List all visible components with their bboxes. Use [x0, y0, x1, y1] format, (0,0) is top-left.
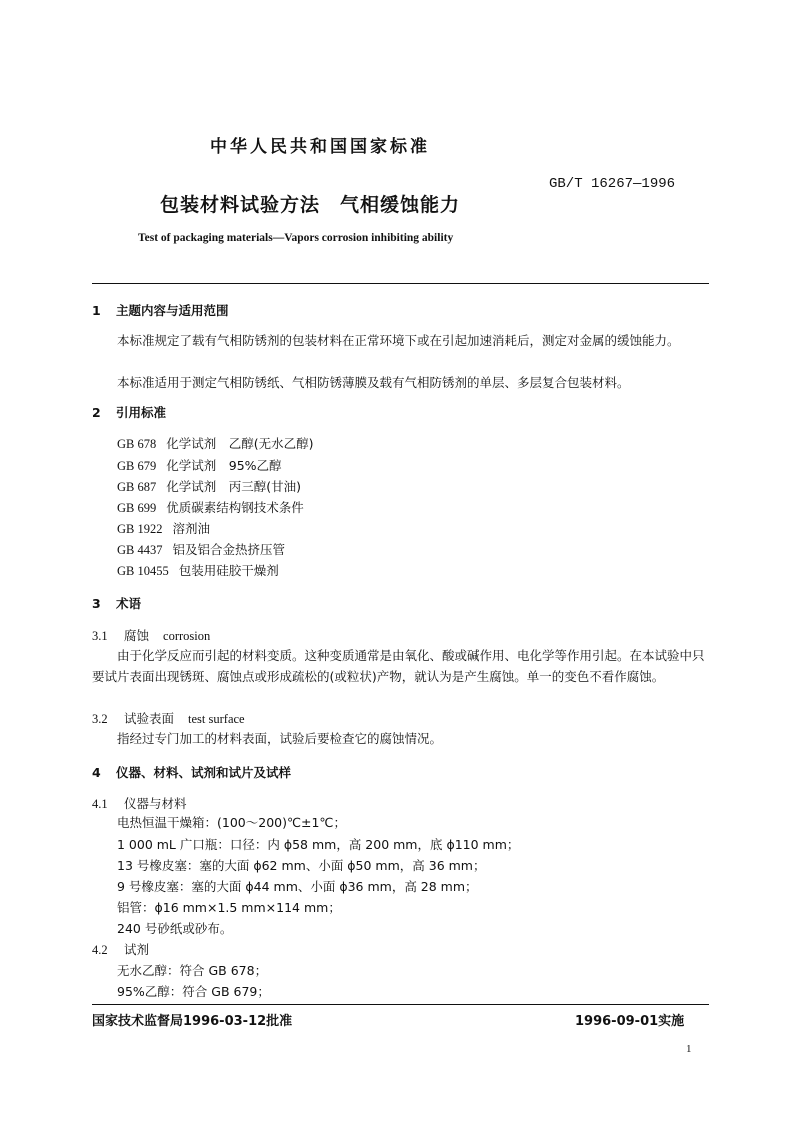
- section1-paragraph-1: 本标准规定了载有气相防锈剂的包装材料在正常环境下或在引起加速消耗后，测定对金属的缓蚀能力。: [117, 333, 680, 348]
- reference-title: 化学试剂 95%乙醇: [166, 458, 282, 473]
- list-item: 240 号砂纸或砂布。: [117, 921, 233, 936]
- term-3-1-definition: 由于化学反应而引起的材料变质。这种变质通常是由氧化、酸或碱作用、电化学等作用引起。在本试验中只要试片表面出现锈斑、腐蚀点或形成疏松的(或粒状)产物，就认为是产生腐蚀。单一的变色不看作腐蚀。: [92, 648, 705, 684]
- subsection-title: 试剂: [124, 942, 150, 957]
- section-title: 仪器、材料、试剂和试片及试样: [116, 765, 292, 780]
- section-heading-3: [92, 594, 141, 612]
- header-rule: [92, 283, 709, 284]
- term-en: corrosion: [163, 629, 211, 643]
- footer-rule: [92, 1004, 709, 1005]
- reference-title: 溶剂油: [172, 521, 211, 536]
- section-title: 引用标准: [116, 405, 167, 420]
- reference-title: 包装用硅胶干燥剂: [178, 563, 279, 578]
- reference-title: 铝及铝合金热挤压管: [172, 542, 286, 557]
- term-en: test surface: [188, 712, 245, 726]
- page-number: 1: [686, 1043, 692, 1055]
- reference-item: [117, 519, 210, 537]
- term-heading-3-1: [92, 626, 210, 644]
- section-title: 术语: [116, 596, 142, 611]
- reference-code: GB 679: [117, 459, 157, 473]
- term-cn: 试验表面: [124, 711, 175, 726]
- term-heading-3-2: [92, 709, 245, 727]
- document-title-cn: 包装材料试验方法 气相缓蚀能力: [160, 194, 461, 216]
- section-heading-4: [92, 763, 291, 781]
- list-item: 无水乙醇：符合 GB 678；: [117, 963, 268, 978]
- reference-item: [117, 498, 304, 516]
- list-item: 1 000 mL 广口瓶：口径：内 ϕ58 mm，高 200 mm，底 ϕ110 mm；: [117, 837, 520, 852]
- section-title: 主题内容与适用范围: [116, 303, 229, 318]
- list-item: 铝管：ϕ16 mm×1.5 mm×114 mm；: [117, 900, 341, 915]
- section-number: 2: [92, 405, 101, 420]
- reference-code: GB 10455: [117, 564, 169, 578]
- term-number: 3.1: [92, 629, 108, 643]
- reference-title: 优质碳素结构钢技术条件: [166, 500, 304, 515]
- approval-date: 国家技术监督局1996-03-12批准: [92, 1014, 293, 1029]
- reference-title: 化学试剂 丙三醇(甘油): [166, 479, 302, 494]
- reference-item: [117, 456, 282, 474]
- section-number: 4: [92, 765, 101, 780]
- standard-organization: 中华人民共和国国家标准: [210, 137, 430, 157]
- reference-code: GB 687: [117, 480, 157, 494]
- reference-item: [117, 561, 279, 579]
- reference-item: [117, 540, 285, 558]
- term-cn: 腐蚀: [124, 628, 150, 643]
- section-number: 3: [92, 596, 101, 611]
- section-heading-1: [92, 301, 229, 319]
- subsection-number: 4.2: [92, 943, 108, 957]
- section-number: 1: [92, 303, 101, 318]
- list-item: 9 号橡皮塞：塞的大面 ϕ44 mm、小面 ϕ36 mm，高 28 mm；: [117, 879, 478, 894]
- reference-item: [117, 477, 301, 495]
- effective-date: 1996-09-01实施: [575, 1014, 685, 1029]
- term-number: 3.2: [92, 712, 108, 726]
- reference-item: [117, 434, 314, 452]
- list-item: 13 号橡皮塞：塞的大面 ϕ62 mm、小面 ϕ50 mm，高 36 mm；: [117, 858, 486, 873]
- list-item: 电热恒温干燥箱：(100～200)℃±1℃；: [117, 815, 346, 830]
- list-item: 95%乙醇：符合 GB 679；: [117, 984, 270, 999]
- subsection-heading-4-2: [92, 940, 149, 958]
- document-title-en: Test of packaging materials—Vapors corrosion inhibiting ability: [138, 232, 454, 244]
- reference-code: GB 4437: [117, 543, 163, 557]
- subsection-title: 仪器与材料: [124, 796, 187, 811]
- subsection-number: 4.1: [92, 797, 108, 811]
- standard-number: GB/T 16267—1996: [549, 176, 676, 192]
- reference-code: GB 1922: [117, 522, 163, 536]
- section1-paragraph-2: 本标准适用于测定气相防锈纸、气相防锈薄膜及载有气相防锈剂的单层、多层复合包装材料。: [117, 375, 630, 390]
- reference-title: 化学试剂 乙醇(无水乙醇): [166, 436, 314, 451]
- reference-code: GB 678: [117, 437, 157, 451]
- subsection-heading-4-1: [92, 794, 187, 812]
- section-heading-2: [92, 403, 166, 421]
- term-3-2-definition: 指经过专门加工的材料表面，试验后要检查它的腐蚀情况。: [117, 731, 443, 746]
- reference-code: GB 699: [117, 501, 157, 515]
